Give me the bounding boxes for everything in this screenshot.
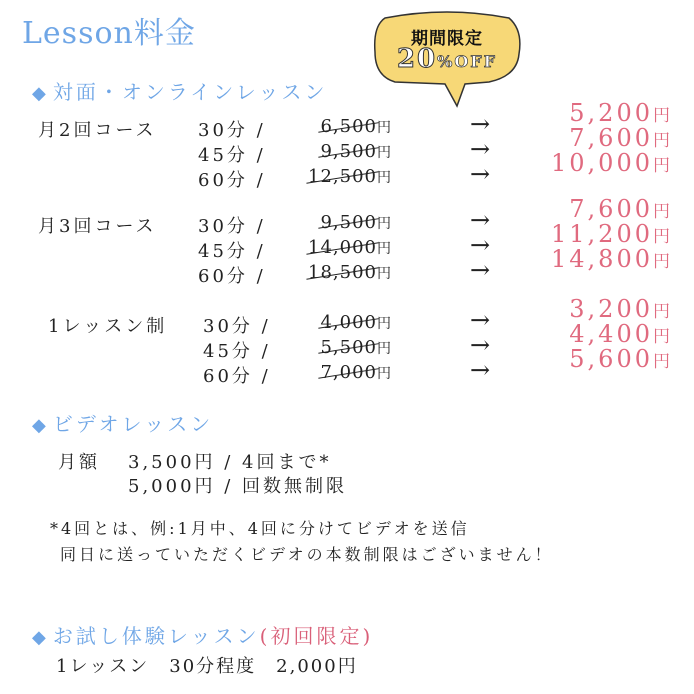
right-arrow-icon: → <box>470 306 491 334</box>
old-price-value: 12,500 <box>308 166 377 187</box>
old-price <box>320 337 392 358</box>
discounted-price-value: 4,400 <box>569 320 653 348</box>
video-plan-2: 5,000円 / 回数無制限 <box>128 476 348 497</box>
discounted-price-value: 7,600 <box>569 124 653 152</box>
yen-unit: 円 <box>653 352 670 372</box>
discounted-price <box>569 295 670 323</box>
old-price-value: 7,000 <box>320 362 377 383</box>
discounted-price-value: 5,600 <box>569 345 653 373</box>
section-heading-text: 対面・オンラインレッスン <box>52 80 328 104</box>
video-monthly-label: 月額 <box>58 452 100 473</box>
diamond-icon: ◆ <box>32 83 49 104</box>
discounted-price-value: 11,200 <box>551 220 653 248</box>
old-price-value: 14,000 <box>308 237 377 258</box>
yen-unit: 円 <box>377 216 392 232</box>
discounted-price <box>551 220 670 248</box>
section-heading-red-text: (初回限定) <box>259 624 374 648</box>
right-arrow-icon: → <box>470 160 491 188</box>
video-plan-1: 3,500円 / 4回まで* <box>128 452 332 473</box>
old-price <box>320 312 392 333</box>
video-note-2: 同日に送っていただくビデオの本数制限はございません！ <box>60 545 554 564</box>
lesson-duration: 45分 / <box>198 145 266 166</box>
old-price <box>320 141 392 162</box>
old-price-value: 9,500 <box>320 141 377 162</box>
yen-unit: 円 <box>653 156 670 176</box>
badge-discount-text <box>373 44 521 74</box>
old-price <box>308 166 392 187</box>
yen-unit: 円 <box>377 241 392 257</box>
yen-unit: 円 <box>377 120 392 136</box>
course-name: 月2回コース <box>38 120 157 141</box>
section-heading-trial <box>32 620 373 649</box>
discounted-price-value: 10,000 <box>551 149 653 177</box>
lesson-duration: 60分 / <box>198 266 266 287</box>
yen-unit: 円 <box>377 316 392 332</box>
course-name: 1レッスン制 <box>48 316 168 337</box>
old-price <box>320 212 392 233</box>
discounted-price <box>569 345 670 373</box>
lesson-duration: 45分 / <box>203 341 271 362</box>
badge-discount-suffix: %OFF <box>437 52 498 71</box>
discounted-price-value: 3,200 <box>569 295 653 323</box>
old-price <box>320 362 392 383</box>
discounted-price <box>551 149 670 177</box>
yen-unit: 円 <box>653 227 670 247</box>
discounted-price <box>569 99 670 127</box>
old-price <box>320 116 392 137</box>
yen-unit: 円 <box>377 341 392 357</box>
page-title: Lesson料金 <box>22 16 196 51</box>
old-price-value: 9,500 <box>320 212 377 233</box>
yen-unit: 円 <box>653 131 670 151</box>
badge-limited-text: 期間限定 <box>411 29 483 49</box>
section-heading-in-person <box>32 76 328 105</box>
diamond-icon: ◆ <box>32 627 49 648</box>
discounted-price <box>551 245 670 273</box>
yen-unit: 円 <box>653 302 670 322</box>
yen-unit: 円 <box>653 202 670 222</box>
lesson-duration: 60分 / <box>203 366 271 387</box>
section-heading-text: ビデオレッスン <box>52 412 214 436</box>
trial-lesson-line: 1レッスン 30分程度 2,000円 <box>56 656 358 677</box>
lesson-duration: 30分 / <box>198 216 266 237</box>
discounted-price <box>569 320 670 348</box>
old-price <box>308 262 392 283</box>
discounted-price-value: 7,600 <box>569 195 653 223</box>
discounted-price-value: 14,800 <box>551 245 653 273</box>
yen-unit: 円 <box>377 366 392 382</box>
right-arrow-icon: → <box>470 135 491 163</box>
right-arrow-icon: → <box>470 231 491 259</box>
video-note-1: *4回とは、例:1月中、4回に分けてビデオを送信 <box>50 519 470 538</box>
right-arrow-icon: → <box>470 110 491 138</box>
limited-offer-badge <box>373 10 521 92</box>
right-arrow-icon: → <box>470 331 491 359</box>
yen-unit: 円 <box>377 145 392 161</box>
old-price-value: 5,500 <box>320 337 377 358</box>
diamond-icon: ◆ <box>32 415 49 436</box>
yen-unit: 円 <box>653 252 670 272</box>
badge-discount-number: 20 <box>396 44 438 74</box>
yen-unit: 円 <box>377 170 392 186</box>
lesson-duration: 60分 / <box>198 170 266 191</box>
right-arrow-icon: → <box>470 206 491 234</box>
old-price-value: 4,000 <box>320 312 377 333</box>
section-heading-video <box>32 408 213 437</box>
section-heading-text: お試し体験レッスン <box>52 624 260 648</box>
discounted-price-value: 5,200 <box>569 99 653 127</box>
yen-unit: 円 <box>653 327 670 347</box>
lesson-duration: 45分 / <box>198 241 266 262</box>
old-price-value: 18,500 <box>308 262 377 283</box>
old-price-value: 6,500 <box>320 116 377 137</box>
course-name: 月3回コース <box>38 216 157 237</box>
old-price <box>308 237 392 258</box>
discounted-price <box>569 195 670 223</box>
right-arrow-icon: → <box>470 256 491 284</box>
lesson-duration: 30分 / <box>198 120 266 141</box>
yen-unit: 円 <box>377 266 392 282</box>
discounted-price <box>569 124 670 152</box>
right-arrow-icon: → <box>470 356 491 384</box>
lesson-duration: 30分 / <box>203 316 271 337</box>
yen-unit: 円 <box>653 106 670 126</box>
